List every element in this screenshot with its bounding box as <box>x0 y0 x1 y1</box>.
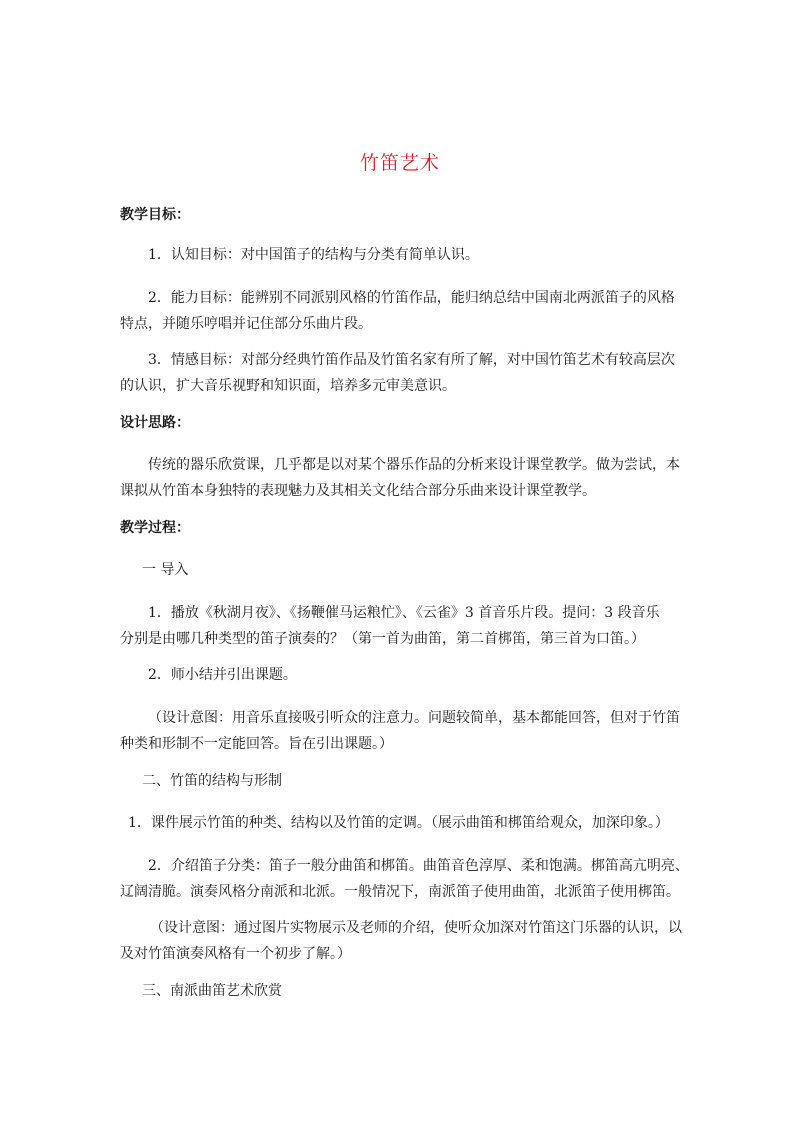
text-line: 及对竹笛演奏风格有一个初步了解。） <box>120 946 351 962</box>
section-heading-teaching-goals: 教学目标： <box>120 207 190 223</box>
text-line: 3．情感目标：对部分经典竹笛作品及竹笛名家有所了解，对中国竹笛艺术有较高层次 <box>148 352 675 368</box>
paragraph-part2-design-note <box>120 915 682 967</box>
text-line: 2．能力目标：能辨别不同派别风格的竹笛作品，能归纳总结中国南北两派笛子的风格 <box>148 290 675 306</box>
paragraph-design-ideas <box>120 452 682 504</box>
paragraph-goal-1: 1．认知目标：对中国笛子的结构与分类有简单认识。 <box>148 247 479 263</box>
text-line: 课拟从竹笛本身独特的表现魅力及其相关文化结合部分乐曲来设计课堂教学。 <box>120 483 596 499</box>
section-heading-design-ideas: 设计思路： <box>120 415 190 431</box>
paragraph-part1-design-note <box>120 705 682 757</box>
text-line: 特点，并随乐哼唱并记住部分乐曲片段。 <box>120 316 372 332</box>
paragraph-part2-item-2 <box>120 853 689 905</box>
section-heading-teaching-process: 教学过程： <box>120 520 190 536</box>
text-line: 传统的器乐欣赏课，几乎都是以对某个器乐作品的分析来设计课堂教学。做为尝试，本 <box>148 457 680 473</box>
text-line: 种类和形制不一定能回答。旨在引出课题。） <box>120 736 393 752</box>
part-heading-structure: 二、竹笛的结构与形制 <box>142 773 282 789</box>
part-heading-introduction: 一 导入 <box>142 562 189 578</box>
text-line: 分别是由哪几种类型的笛子演奏的？（第一首为曲笛，第二首梆笛，第三首为口笛。） <box>120 631 645 647</box>
text-line: 2．介绍笛子分类：笛子一般分曲笛和梆笛。曲笛音色淳厚、柔和饱满。梆笛高亢明亮、 <box>148 858 689 874</box>
paragraph-goal-3 <box>120 347 682 399</box>
text-line: 辽阔清脆。演奏风格分南派和北派。一般情况下，南派笛子使用曲笛，北派笛子使用梆笛。 <box>120 884 680 900</box>
text-line: 的认识，扩大音乐视野和知识面，培养多元审美意识。 <box>120 378 456 394</box>
text-line: （设计意图：用音乐直接吸引听众的注意力。问题较简单，基本都能回答，但对于竹笛 <box>148 710 680 726</box>
paragraph-part2-item-1: 1．课件展示竹笛的种类、结构以及竹笛的定调。（展示曲笛和梆笛给观众，加深印象。） <box>128 815 669 831</box>
part-heading-southern-style: 三、南派曲笛艺术欣赏 <box>142 983 282 999</box>
document-title: 竹笛艺术 <box>359 152 440 174</box>
text-line: 1．播放《秋湖月夜》、《扬鞭催马运粮忙》、《云雀》3 首音乐片段。提问：3 段音乐 <box>148 605 660 621</box>
text-line: （设计意图：通过图片实物展示及老师的介绍，使听众加深对竹笛这门乐器的认识，以 <box>150 920 682 936</box>
paragraph-part1-item-2: 2．师小结并引出课题。 <box>148 667 297 683</box>
paragraph-goal-2 <box>120 285 682 337</box>
paragraph-part1-item-1 <box>120 600 682 652</box>
